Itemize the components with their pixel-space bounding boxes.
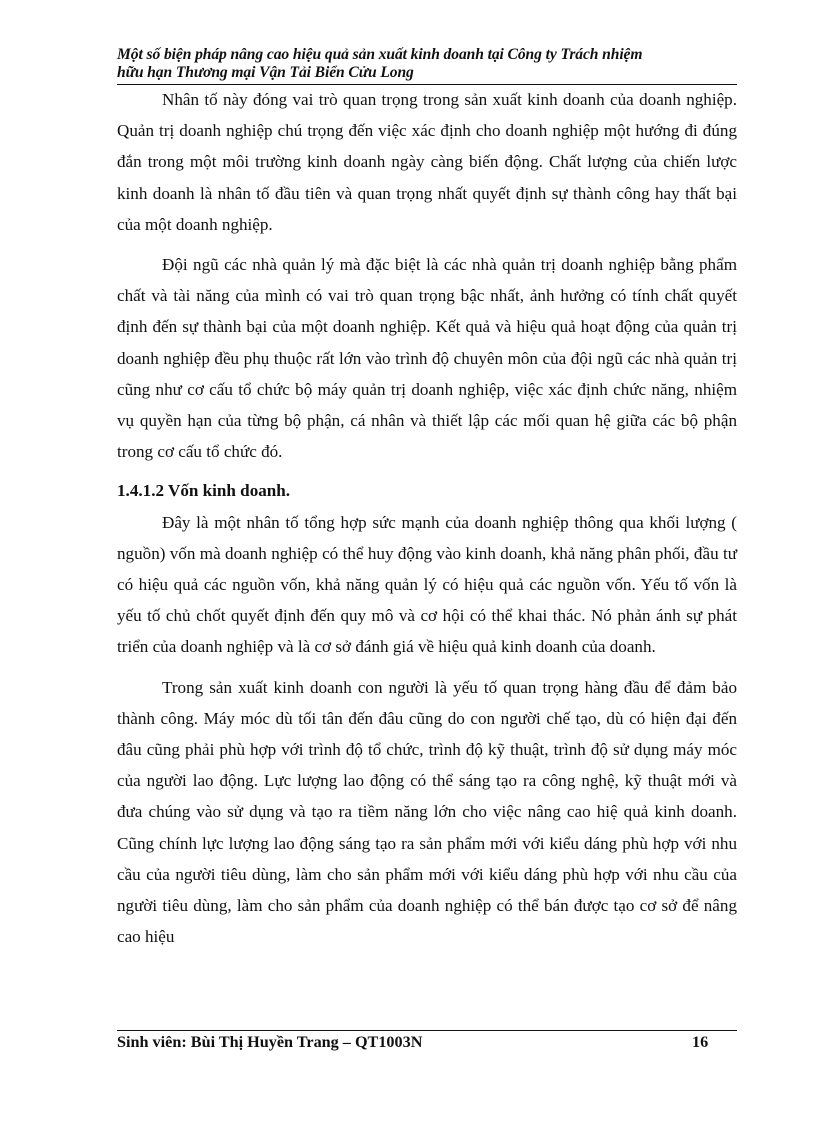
paragraph-capital-factor: Đây là một nhân tố tổng hợp sức mạnh của doanh nghiệp thông qua khối lượng ( nguồn) vốn mà doanh nghiệp có thể huy động vào kinh doanh, khả năng phân phối, đầu tư có hiệu quả các nguồn vốn, khả năng quản lý có hiệu quả các nguồn vốn. Yếu tố vốn là yếu tố chủ chốt quyết định đến quy mô và cơ hội có thể khai thác. Nó phản ánh sự phát triển của doanh nghiệp và là cơ sở đánh giá về hiệu quả kinh doanh của doanh. [117, 512, 737, 657]
paragraph-management-role: Nhân tố này đóng vai trò quan trọng trong sản xuất kinh doanh của doanh nghiệp. Quản trị doanh nghiệp chú trọng đến việc xác định cho doanh nghiệp một hướng đi đúng đắn trong một môi trường kinh doanh ngày càng biến động. Chất lượng của chiến lược kinh doanh là nhân tố đầu tiên và quan trọng nhất quyết định sự thành công hay thất bại của một doanh nghiệp. [117, 90, 737, 234]
paragraph-human-factor: Trong sản xuất kinh doanh con người là yếu tố quan trọng hàng đầu để đảm bảo thành công. Máy móc dù tối tân đến đâu cũng do con người chế tạo, dù có hiện đại đến đâu cũng phải phù hợp với trình độ tổ chức, trình độ kỹ thuật, trình độ sử dụng máy móc của người lao động. Lực lượng lao động có thể sáng tạo ra công nghệ, kỹ thuật mới và đưa chúng vào sử dụng và tạo ra tiềm năng lớn cho việc nâng cao hiệ quả kinh doanh. Cũng chính lực lượng lao động sáng tạo ra sản phẩm mới với kiểu dáng phù hợp với nhu cầu của người tiêu dùng, làm cho sản phẩm mới với kiểu dáng phù hợp với nhu cầu của người tiêu dùng, làm cho sản phẩm của doanh nghiệp có thể bán được tạo cơ sở để nâng cao hiệu [117, 677, 737, 947]
header-line-1: Một số biện pháp nâng cao hiệu quả sản xuất kinh doanh tại Công ty Trách nhiệm [117, 46, 643, 63]
page-body [117, 84, 737, 952]
running-footer [117, 1031, 737, 1053]
section-heading-business-capital: 1.4.1.2 Vốn kinh doanh. [117, 481, 291, 501]
paragraph-management-team: Đội ngũ các nhà quản lý mà đặc biệt là các nhà quản trị doanh nghiệp bằng phẩm chất và tài năng của mình có vai trò quan trọng bậc nhất, ảnh hưởng có tính chất quyết định đến sự thành bại của một doanh nghiệp. Kết quả và hiệu quả hoạt động của quản trị doanh nghiệp đều phụ thuộc rất lớn vào trình độ chuyên môn của đội ngũ các nhà quản trị cũng như cơ cấu tổ chức bộ máy quản trị doanh nghiệp, việc xác định chức năng, nhiệm vụ quyền hạn của từng bộ phận, cá nhân và thiết lập các mối quan hệ giữa các bộ phận trong cơ cấu tổ chức đó. [117, 255, 737, 462]
running-header [117, 46, 737, 82]
header-line-2: hữu hạn Thương mại Vận Tải Biển Cửu Long [117, 64, 414, 81]
footer-student-info: Sinh viên: Bùi Thị Huyền Trang – QT1003N [117, 1033, 423, 1051]
page-number: 16 [692, 1033, 709, 1051]
